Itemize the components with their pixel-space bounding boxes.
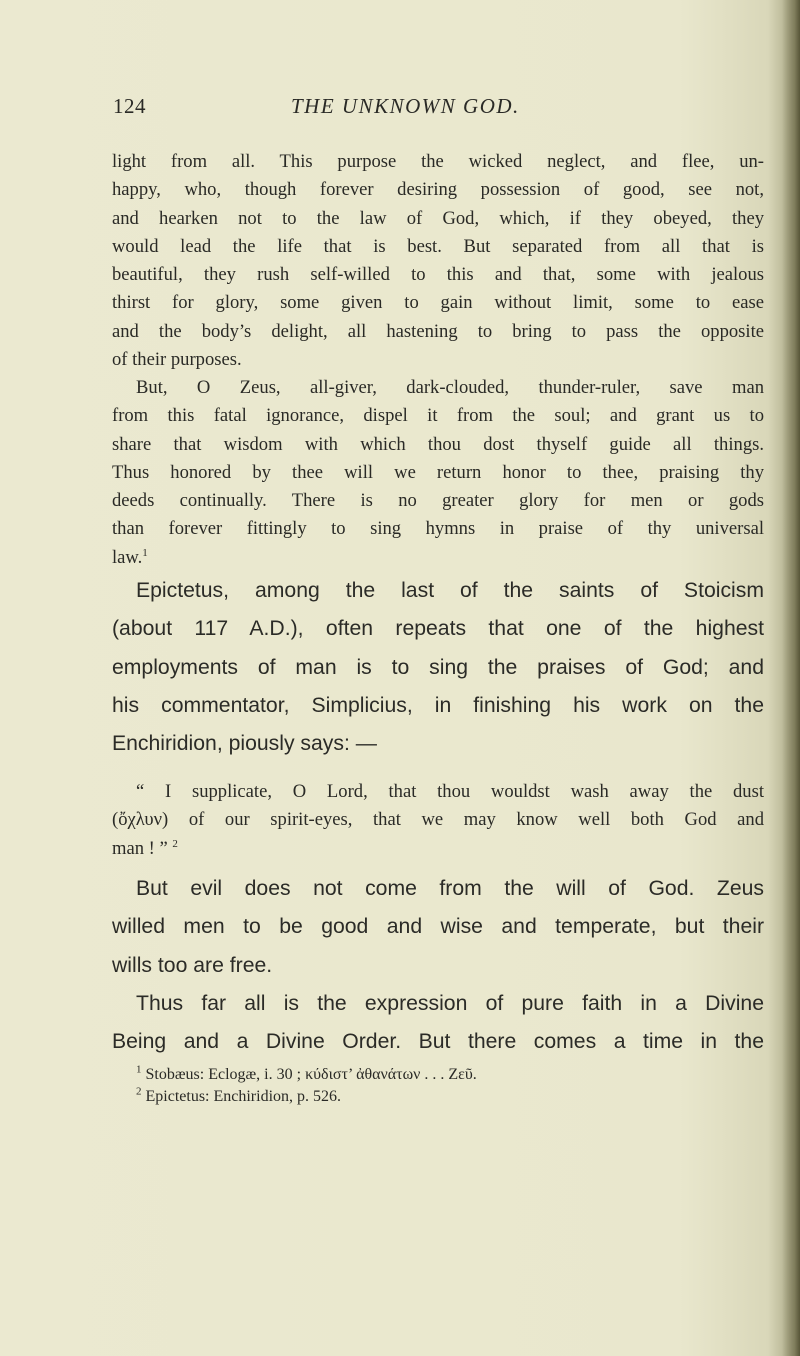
text-line: Epictetus, among the last of the saints of Stoicism	[136, 579, 764, 602]
paragraph-epictetus	[112, 572, 764, 763]
text-line: happy, who, though forever desiring possession of good, see not,	[112, 179, 764, 201]
text-line: Thus honored by thee will we return honor to thee, praising thy	[112, 461, 764, 483]
text-line: But evil does not come from the will of God. Zeus	[136, 877, 764, 900]
text-line: (ὄχλυν) of our spirit-eyes, that we may know well both God and	[112, 809, 764, 831]
text-line: light from all. This purpose the wicked neglect, and flee, un-	[112, 151, 764, 172]
text-line: Enchiridion, piously says: —	[112, 732, 377, 756]
text-line: Being and a Divine Order. But there comes a time in the	[112, 1030, 764, 1054]
footnote-number: 1	[136, 1063, 142, 1076]
text-line: willed men to be good and wise and temperate, but their	[112, 915, 764, 939]
footnote-2	[112, 1086, 764, 1108]
paragraph-quotation	[112, 778, 764, 863]
text-line	[112, 544, 764, 572]
text-line: “ I supplicate, O Lord, that thou wouldst wash away the dust	[136, 781, 764, 802]
text-line: wills too are free.	[112, 953, 273, 977]
text-line: of their purposes.	[112, 349, 242, 371]
page-header	[113, 94, 763, 128]
running-title: THE UNKNOWN GOD.	[291, 94, 520, 118]
footnote-text: Stobæus: Eclogæ, i. 30 ; κύδιστ’ ἀθανάτων . . . Ζεῦ.	[145, 1066, 477, 1083]
text-line: (about 117 A.D.), often repeats that one of the highest	[112, 617, 764, 641]
page-edge-shadow	[782, 0, 800, 1356]
text-line: But, O Zeus, all-giver, dark-clouded, thunder-ruler, save man	[136, 377, 764, 398]
footnote-mark: 2	[172, 837, 178, 850]
text-line	[112, 835, 764, 863]
text-fragment: man ! ”	[112, 837, 168, 859]
text-line: thirst for glory, some given to gain without limit, some to ease	[112, 292, 764, 314]
text-line: and hearken not to the law of God, which, if they obeyed, they	[112, 207, 764, 229]
text-line: would lead the life that is best. But separated from all that is	[112, 235, 764, 257]
paragraph-evil-will	[112, 870, 764, 985]
paragraph-zeus-prayer	[112, 374, 764, 572]
footnotes	[112, 1064, 764, 1108]
text-line: from this fatal ignorance, dispel it from the soul; and grant us to	[112, 405, 764, 427]
text-line: Thus far all is the expression of pure faith in a Divine	[136, 992, 764, 1015]
footnote-text: Epictetus: Enchiridion, p. 526.	[145, 1088, 342, 1105]
paragraph-hymn-continuation	[112, 148, 764, 374]
text-line: his commentator, Simplicius, in finishing his work on the	[112, 693, 764, 717]
text-line: beautiful, they rush self-willed to this and that, some with jealous	[112, 264, 764, 286]
text-line: and the body’s delight, all hastening to bring to pass the opposite	[112, 320, 764, 342]
text-line: employments of man is to sing the praises of God; and	[112, 655, 764, 679]
footnote-mark: 1	[142, 546, 148, 559]
text-line: deeds continually. There is no greater glory for men or gods	[112, 490, 764, 512]
page-number: 124	[113, 94, 146, 118]
paragraph-pure-faith	[112, 985, 764, 1062]
footnote-number: 2	[136, 1085, 142, 1098]
text-line: share that wisdom with which thou dost thyself guide all things.	[112, 433, 764, 455]
text-line: than forever fittingly to sing hymns in praise of thy universal	[112, 518, 764, 540]
text-fragment: law.	[112, 546, 143, 568]
footnote-1	[112, 1064, 764, 1086]
